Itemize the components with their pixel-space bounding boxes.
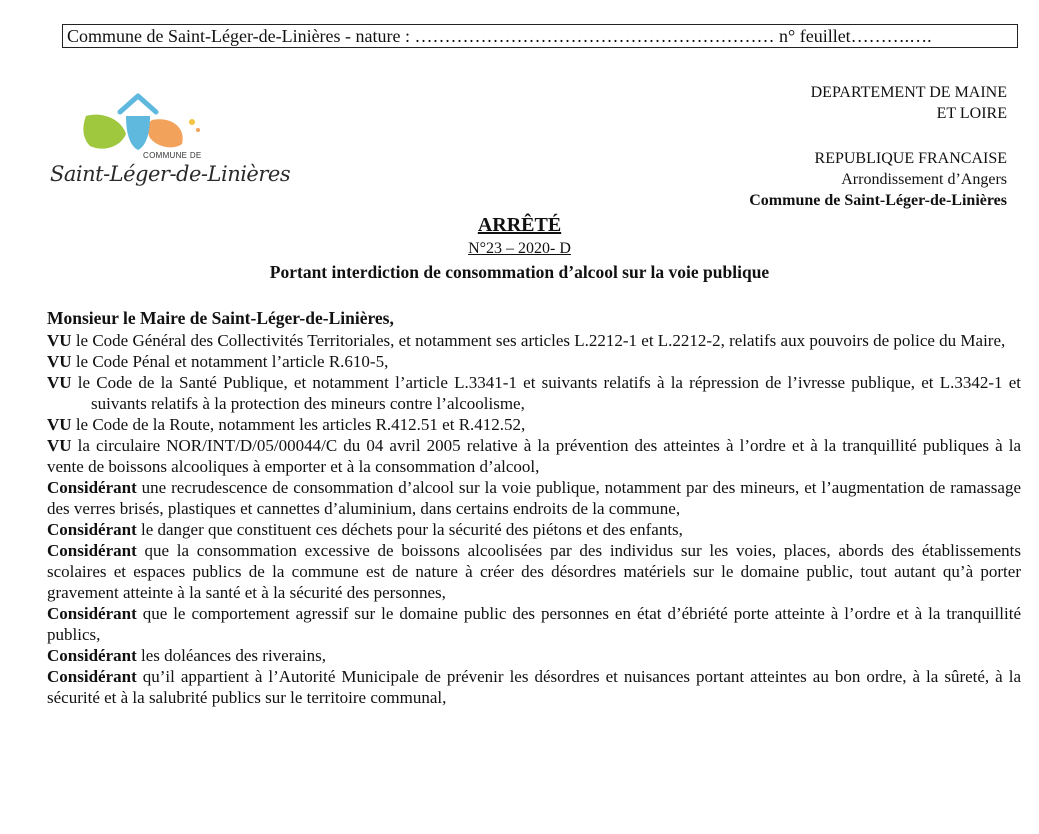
logo-house-roof <box>120 96 156 112</box>
clause-lead: VU <box>47 373 72 392</box>
clause-lead: VU <box>47 436 72 455</box>
clause-text: le Code Général des Collectivités Territoriales, et notamment ses articles L.2212-1 et L.2212-2, relatifs aux pouvoirs de police du Maire, <box>71 331 1006 350</box>
logo-green-leaf <box>83 115 126 149</box>
clause-text: qu’il appartient à l’Autorité Municipale de prévenir les désordres et nuisances portant atteintes au bon ordre, à la sûreté, à la sécurité et à la salubrité publics sur le territoire communal, <box>47 667 1021 707</box>
clause-text: que la consommation excessive de boissons alcoolisées par des individus sur les voies, places, abords des établissements scolaires et espaces publics de la commune est de nature à créer des désordres matériels sur le domaine public, tout autant qu’à porter gravement atteinte à la santé et à la sécurité des personnes, <box>47 541 1021 602</box>
vu-clause <box>47 351 1021 372</box>
header-box-text: Commune de Saint-Léger-de-Linières - nature : …………………………………………………… n° feuillet……….…. <box>67 26 932 46</box>
logo-dot <box>189 119 195 125</box>
considerant-clause <box>47 540 1021 603</box>
considerant-clause <box>47 645 1021 666</box>
clause-text: le Code de la Santé Publique, et notamment l’article L.3341-1 et suivants relatifs à la répression de l’ivresse publique, et L.3342-1 et suivants relatifs à la protection des mineurs contre l’alcoolisme, <box>71 373 1021 413</box>
maire-heading: Monsieur le Maire de Saint-Léger-de-Linières, <box>47 308 394 328</box>
republique-block <box>749 148 1007 211</box>
logo-orange-petal <box>147 119 182 147</box>
logo-small-text: COMMUNE DE <box>143 151 202 160</box>
departement-block <box>811 82 1007 124</box>
document-title: ARRÊTÉ <box>477 214 562 236</box>
clauses-list <box>47 330 1021 708</box>
vu-clause <box>47 330 1021 351</box>
clause-text: que le comportement agressif sur le domaine public des personnes en état d’ébriété porte atteinte à l’ordre et à la tranquillité publics, <box>47 604 1021 644</box>
vu-clause <box>47 372 1021 414</box>
considerant-clause <box>47 519 1021 540</box>
commune-line: Commune de Saint-Léger-de-Linières <box>749 192 1007 209</box>
clause-text: une recrudescence de consommation d’alcool sur la voie publique, notamment par des mineurs, et l’augmentation de ramassage des verres brisés, plastiques et cannettes d’aluminium, dans certains endroits de la commune, <box>47 478 1021 518</box>
vu-clause <box>47 414 1021 435</box>
document-number: N°23 – 2020- D <box>468 240 571 257</box>
clause-lead: Considérant <box>47 478 137 497</box>
republique-line: REPUBLIQUE FRANCAISE <box>814 150 1007 167</box>
logo-blue-drop <box>126 116 150 150</box>
clause-lead: Considérant <box>47 646 137 665</box>
clause-text: le Code de la Route, notamment les articles R.412.51 et R.412.52, <box>71 415 526 434</box>
considerant-clause <box>47 477 1021 519</box>
logo-script-text: Saint-Léger-de-Linières <box>50 162 291 186</box>
clause-text: le Code Pénal et notamment l’article R.610-5, <box>71 352 389 371</box>
logo-dot <box>196 128 200 132</box>
clause-text: le danger que constituent ces déchets pour la sécurité des piétons et des enfants, <box>136 520 683 539</box>
arrondissement-line: Arrondissement d’Angers <box>841 171 1007 188</box>
clause-lead: Considérant <box>47 667 137 686</box>
clause-lead: Considérant <box>47 604 137 623</box>
departement-line: DEPARTEMENT DE MAINE <box>810 84 1007 101</box>
considerant-clause <box>47 666 1021 708</box>
clause-lead: Considérant <box>47 541 137 560</box>
document-body <box>47 308 1021 708</box>
clause-lead: VU <box>47 331 72 350</box>
clause-text: la circulaire NOR/INT/D/05/00044/C du 04 avril 2005 relative à la prévention des atteintes à l’ordre et à la tranquillité publiques à la vente de boissons alcooliques à emporter et à la consommation d’alcool, <box>47 436 1021 476</box>
considerant-clause <box>47 603 1021 645</box>
clause-text: les doléances des riverains, <box>136 646 327 665</box>
document-subject: Portant interdiction de consommation d’alcool sur la voie publique <box>269 262 770 282</box>
clause-lead: VU <box>47 352 72 371</box>
vu-clause <box>47 435 1021 477</box>
clause-lead: VU <box>47 415 72 434</box>
commune-logo <box>46 86 291 216</box>
clause-lead: Considérant <box>47 520 137 539</box>
departement-line: ET LOIRE <box>936 105 1007 122</box>
header-box <box>62 24 1018 48</box>
